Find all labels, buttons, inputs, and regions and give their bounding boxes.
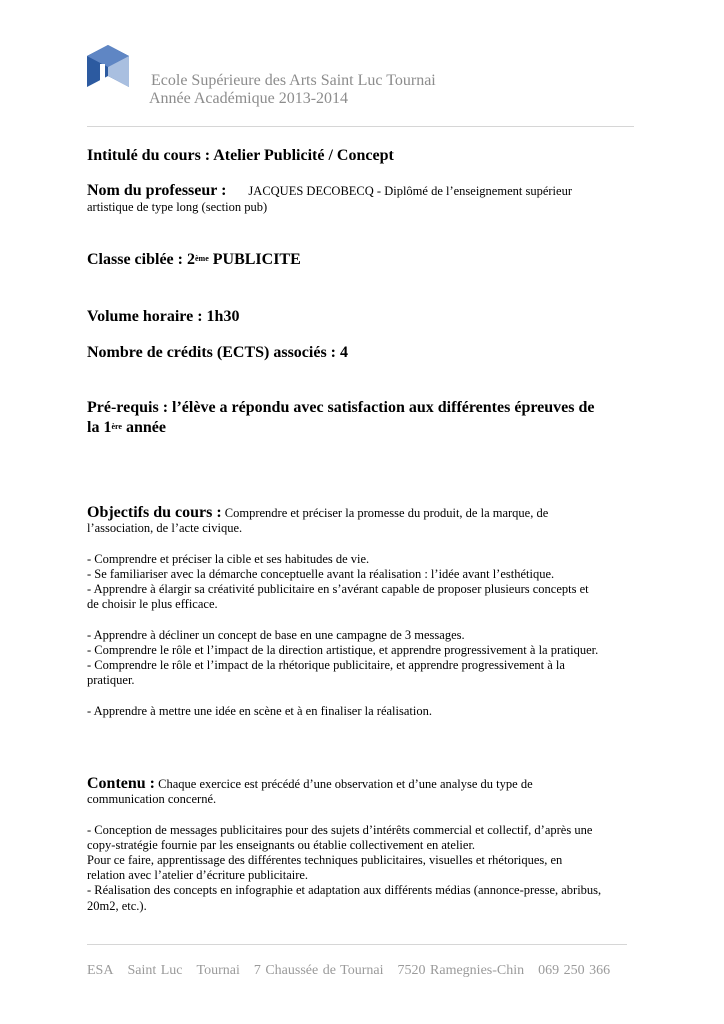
professor-line2: artistique de type long (section pub) — [87, 200, 268, 214]
professor-label: Nom du professeur : — [87, 182, 227, 199]
content-line: Pour ce faire, apprentissage des différentes techniques publicitaires, visuelles et rhétoriques, en — [87, 853, 563, 867]
objectives-section — [87, 505, 642, 719]
content-label: Contenu : — [87, 775, 156, 792]
credits: Nombre de crédits (ECTS) associés : 4 — [87, 344, 349, 361]
content-line: - Conception de messages publicitaires pour des sujets d’intérêts commercial et collectif, d’après une — [87, 822, 593, 837]
footer-address: 7 Chaussée de Tournai — [253, 963, 384, 978]
prerequisites — [87, 398, 594, 438]
header-divider — [87, 126, 634, 127]
objective-item: - Apprendre à décliner un concept de base en une campagne de 3 messages. — [87, 627, 465, 642]
course-title: Intitulé du cours : Atelier Publicité / Concept — [87, 147, 394, 164]
content-intro-line2: communication concerné. — [87, 792, 217, 807]
objectives-intro-line2: l’association, de l’acte civique. — [87, 521, 243, 536]
objective-item: - Comprendre le rôle et l’impact de la rhétorique publicitaire, et apprendre progressivement à la — [87, 658, 565, 672]
objective-item: pratiquer. — [87, 673, 135, 688]
objective-item: - Se familiariser avec la démarche conceptuelle avant la réalisation : l’idée avant l’esthétique. — [87, 566, 555, 581]
footer-divider — [87, 944, 627, 945]
professor-block — [87, 181, 647, 215]
objective-item: - Comprendre et préciser la cible et ses habitudes de vie. — [87, 551, 370, 566]
hours: Volume horaire : 1h30 — [87, 308, 240, 325]
footer-saint-luc: Saint Luc — [127, 963, 183, 978]
school-name: Ecole Supérieure des Arts Saint Luc Tournai — [151, 72, 436, 89]
objectives-intro-line1: Comprendre et préciser la promesse du produit, de la marque, de — [221, 506, 549, 520]
objectives-label: Objectifs du cours : — [87, 504, 222, 521]
objective-item: - Apprendre à élargir sa créativité publicitaire en s’avérant capable de proposer plusieurs concepts et — [87, 582, 589, 596]
prereq-line1: Pré-requis : l’élève a répondu avec satisfaction aux différentes épreuves de — [87, 399, 595, 416]
footer — [87, 963, 610, 979]
footer-esa: ESA — [87, 963, 114, 978]
footer-postal: 7520 Ramegnies-Chin — [397, 963, 525, 978]
content-section — [87, 776, 642, 914]
footer-city: Tournai — [196, 963, 240, 978]
content-line: copy-stratégie fournie par les enseignants ou établie collectivement en atelier. — [87, 837, 476, 852]
content-line: relation avec l’atelier d’écriture publicitaire. — [87, 868, 309, 883]
academic-year: Année Académique 2013-2014 — [149, 90, 349, 107]
prereq-line2: la 1ère année — [87, 419, 166, 436]
objective-item: de choisir le plus efficace. — [87, 597, 218, 612]
school-header — [151, 72, 436, 108]
content-line: - Réalisation des concepts en infographie et adaptation aux différents médias (annonce-presse, abribus, — [87, 883, 602, 898]
content-intro-line1: Chaque exercice est précédé d’une observation et d’une analyse du type de — [155, 777, 533, 791]
class-prefix: Classe ciblée : 2 — [87, 251, 195, 268]
class-sup: ème — [194, 254, 209, 263]
class-suffix: PUBLICITE — [208, 251, 301, 268]
objective-item: - Comprendre le rôle et l’impact de la direction artistique, et apprendre progressivement à la pratiquer. — [87, 642, 599, 657]
professor-line1: JACQUES DECOBECQ - Diplômé de l’enseignement supérieur — [248, 184, 572, 198]
content-line: 20m2, etc.). — [87, 898, 147, 913]
school-logo-icon — [87, 45, 129, 87]
footer-phone: 069 250 366 — [538, 963, 611, 978]
target-class — [87, 250, 301, 270]
objective-item: - Apprendre à mettre une idée en scène et à en finaliser la réalisation. — [87, 703, 432, 718]
